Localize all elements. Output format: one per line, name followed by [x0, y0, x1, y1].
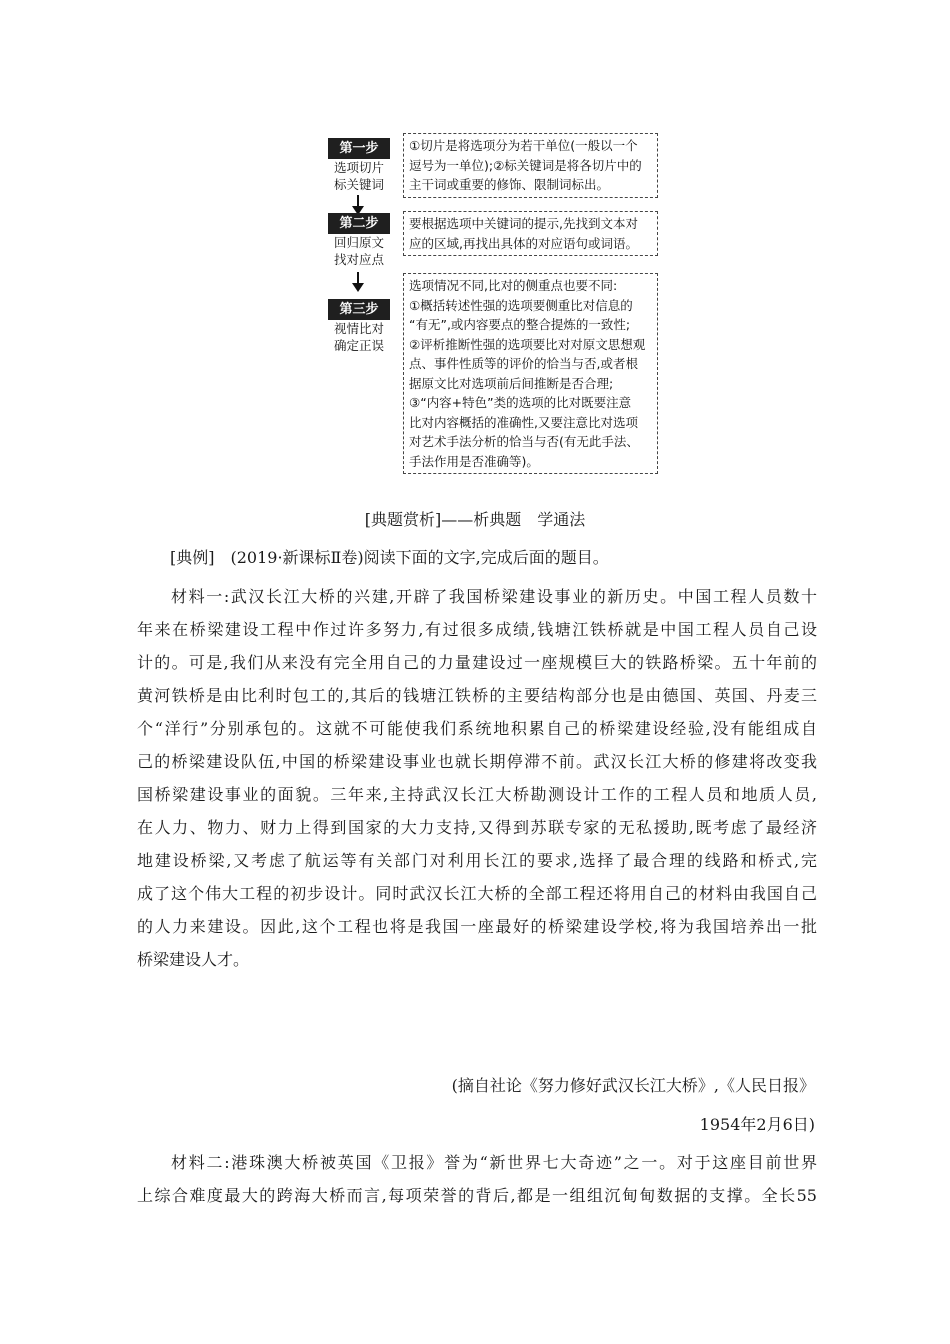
- text-line: 黄河铁桥是由比利时包工的,其后的钱塘江铁桥的主要结构部分也是由德国、英国、丹麦三: [137, 686, 817, 705]
- example-intro: [170, 541, 817, 574]
- step-1-description-box: [403, 133, 658, 198]
- step-1-line-2: 标关键词: [333, 177, 384, 192]
- step-2-line-2: 找对应点: [333, 252, 384, 267]
- box-3-line: ②评析推断性强的选项要比对对原文思想观: [409, 336, 646, 352]
- box-3-line: “有无”,或内容要点的整合提炼的一致性;: [409, 317, 631, 332]
- down-arrow-icon: [351, 195, 365, 215]
- step-1-line-1: 选项切片: [333, 160, 384, 175]
- material-2-paragraph: [137, 1146, 817, 1212]
- box-3-line: ③“内容+特色”类的选项的比对既要注意: [409, 395, 632, 410]
- step-1-badge: 第一步: [328, 138, 390, 159]
- text-line: 计的。可是,我们从来没有完全用自己的力量建设过一座规模巨大的铁路桥梁。五十年前的: [137, 653, 817, 672]
- material-1-paragraph: [137, 580, 817, 976]
- box-3-line: 对艺术手法分析的恰当与否(有无此手法、: [409, 434, 639, 449]
- step-2-badge: 第二步: [328, 213, 390, 234]
- section-heading: [典题赏析]——析典题 学通法: [364, 510, 586, 529]
- box-3-line: ①概括转述性强的选项要侧重比对信息的: [409, 297, 633, 313]
- step-2-description-box: [403, 211, 658, 256]
- text-line: 成了这个伟大工程的初步设计。同时武汉长江大桥的全部工程还将用自己的材料由我国自己: [137, 884, 817, 903]
- text-line: 地建设桥梁,又考虑了航运等有关部门对利用长江的要求,选择了最合理的线路和桥式,完: [137, 851, 817, 870]
- box-3-line: 点、事件性质等的评价的恰当与否,或者根: [409, 356, 638, 371]
- step-2: [322, 213, 396, 268]
- text-line: 上综合难度最大的跨海大桥而言,每项荣誉的背后,都是一组组沉甸甸数据的支撑。全长55: [137, 1186, 817, 1205]
- text-line: 材料一:武汉长江大桥的兴建,开辟了我国桥梁建设事业的新历史。中国工程人员数十: [171, 587, 817, 606]
- step-3-line-2: 确定正误: [333, 338, 384, 353]
- step-1: [322, 138, 396, 193]
- step-3: [322, 299, 396, 354]
- text-line: 国桥梁建设事业的面貌。三年来,主持武汉长江大桥勘测设计工作的工程人员和地质人员,: [137, 785, 817, 804]
- text-line: 材料二:港珠澳大桥被英国《卫报》誉为“新世界七大奇迹”之一。对于这座目前世界: [171, 1153, 817, 1172]
- box-1-line: ①切片是将选项分为若干单位(一般以一个: [409, 138, 638, 153]
- box-1-line: 主干词或重要的修饰、限制词标出。: [409, 177, 610, 192]
- step-3-badge: 第三步: [328, 299, 390, 320]
- step-3-description-box: [403, 273, 658, 474]
- source-citation-line-2: 1954年2月6日): [699, 1115, 815, 1134]
- text-line: 桥梁建设人才。: [137, 950, 250, 969]
- text-line: 年来在桥梁建设工程中作过许多努力,有过很多成绩,钱塘江铁桥就是中国工程人员自己设: [137, 620, 817, 639]
- box-2-line: 要根据选项中关键词的提示,先找到文本对: [409, 216, 638, 231]
- text-line: 己的桥梁建设队伍,中国的桥梁建设事业也就长期停滞不前。武汉长江大桥的修建将改变我: [137, 752, 817, 771]
- text-line: 在人力、物力、财力上得到国家的大力支持,又得到苏联专家的无私援助,既考虑了最经济: [137, 818, 817, 837]
- example-intro-line: [典例] (2019·新课标Ⅱ卷)阅读下面的文字,完成后面的题目。: [170, 548, 609, 567]
- box-3-line: 比对内容概括的准确性,又要注意比对选项: [409, 414, 638, 430]
- source-citation-line-1: (摘自社论《努力修好武汉长江大桥》,《人民日报》: [451, 1076, 815, 1095]
- method-flow-diagram: [322, 133, 664, 475]
- box-2-line: 应的区域,再找出具体的对应语句或词语。: [409, 235, 638, 251]
- box-3-line: 据原文比对选项前后间推断是否合理;: [409, 375, 614, 391]
- box-3-line: 手法作用是否准确等)。: [409, 453, 539, 469]
- down-arrow-icon: [351, 272, 365, 292]
- step-2-line-1: 回归原文: [333, 235, 384, 250]
- text-line: 个“洋行”分别承包的。这就不可能使我们系统地积累自己的桥梁建设经验,没有能组成自: [137, 719, 817, 738]
- step-3-line-1: 视情比对: [333, 321, 384, 336]
- text-line: 的人力来建设。因此,这个工程也将是我国一座最好的桥梁建设学校,将为我国培养出一批: [137, 917, 817, 936]
- box-3-line: 选项情况不同,比对的侧重点也要不同:: [409, 278, 618, 293]
- box-1-line: 逗号为一单位);②标关键词是将各切片中的: [409, 157, 642, 173]
